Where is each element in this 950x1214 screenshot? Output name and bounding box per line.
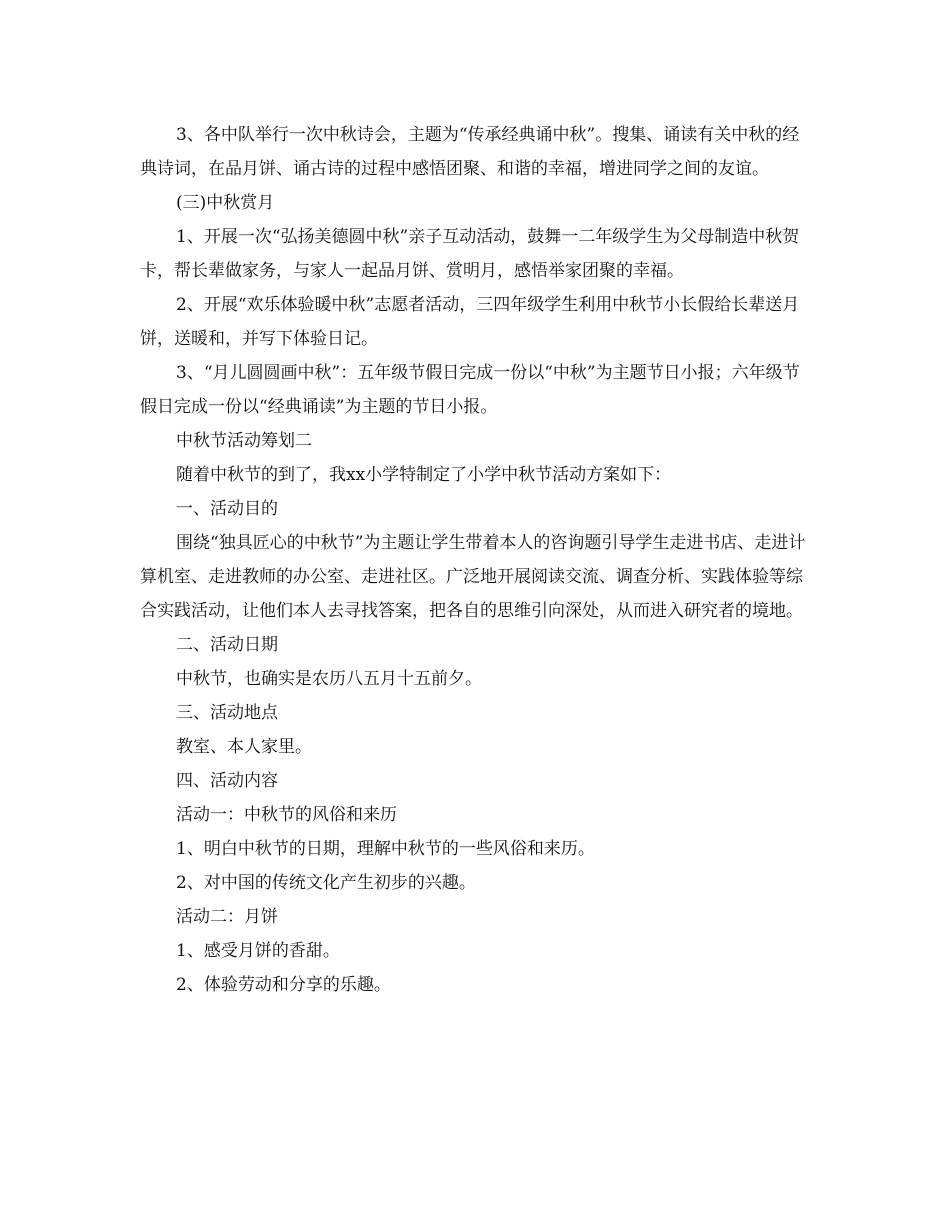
heading-location: 三、活动地点: [176, 703, 278, 723]
heading-moon-viewing: (三)中秋赏月: [176, 193, 275, 213]
list-item-activity-two-1: 1、感受月饼的香甜。: [176, 941, 340, 961]
paragraph-location: 教室、本人家里。: [176, 737, 312, 757]
list-item-activity-two-2: 2、体验劳动和分享的乐趣。: [176, 975, 391, 995]
paragraph-parent-child-activity: 1、开展一次“弘扬美德圆中秋”亲子互动活动，鼓舞一二年级学生为父母制造中秋贺卡，帮长辈做家务，与家人一起品月饼、赏明月，感悟举家团聚的幸福。: [140, 227, 800, 281]
list-item-activity-one-2: 2、对中国的传统文化产生初步的兴趣。: [176, 873, 476, 893]
paragraph-drawing-activity: 3、“月儿圆圆画中秋”：五年级节假日完成一份以“中秋”为主题节日小报；六年级节假日完成一份以“经典诵读”为主题的节日小报。: [140, 363, 800, 417]
heading-date: 二、活动日期: [176, 635, 278, 655]
paragraph-intro: 随着中秋节的到了，我xx小学特制定了小学中秋节活动方案如下：: [176, 465, 672, 485]
subheading-activity-two: 活动二：月饼: [176, 907, 278, 927]
paragraph-poetry-meeting: 3、各中队举行一次中秋诗会，主题为“传承经典诵中秋”。搜集、诵读有关中秋的经典诗词，在品月饼、诵古诗的过程中感悟团聚、和谐的幸福，增进同学之间的友谊。: [140, 125, 800, 179]
section-title-plan-two: 中秋节活动筹划二: [176, 431, 312, 451]
heading-purpose: 一、活动目的: [176, 499, 278, 519]
paragraph-date: 中秋节，也确实是农历八五月十五前夕。: [176, 669, 482, 689]
list-item-activity-one-1: 1、明白中秋节的日期，理解中秋节的一些风俗和来历。: [176, 839, 595, 859]
heading-content: 四、活动内容: [176, 771, 278, 791]
paragraph-volunteer-activity: 2、开展“欢乐体验暖中秋”志愿者活动，三四年级学生利用中秋节小长假给长辈送月饼，送暖和，并写下体验日记。: [140, 295, 800, 349]
subheading-activity-one: 活动一：中秋节的风俗和来历: [176, 805, 397, 825]
paragraph-purpose: 围绕“独具匠心的中秋节”为主题让学生带着本人的咨询题引导学生走进书店、走进计算机室、走进教师的办公室、走进社区。广泛地开展阅读交流、调查分析、实践体验等综合实践活动，让他们本人去寻找答案，把各自的思维引向深处，从而进入研究者的境地。: [140, 533, 806, 621]
document-body: [140, 118, 810, 1002]
